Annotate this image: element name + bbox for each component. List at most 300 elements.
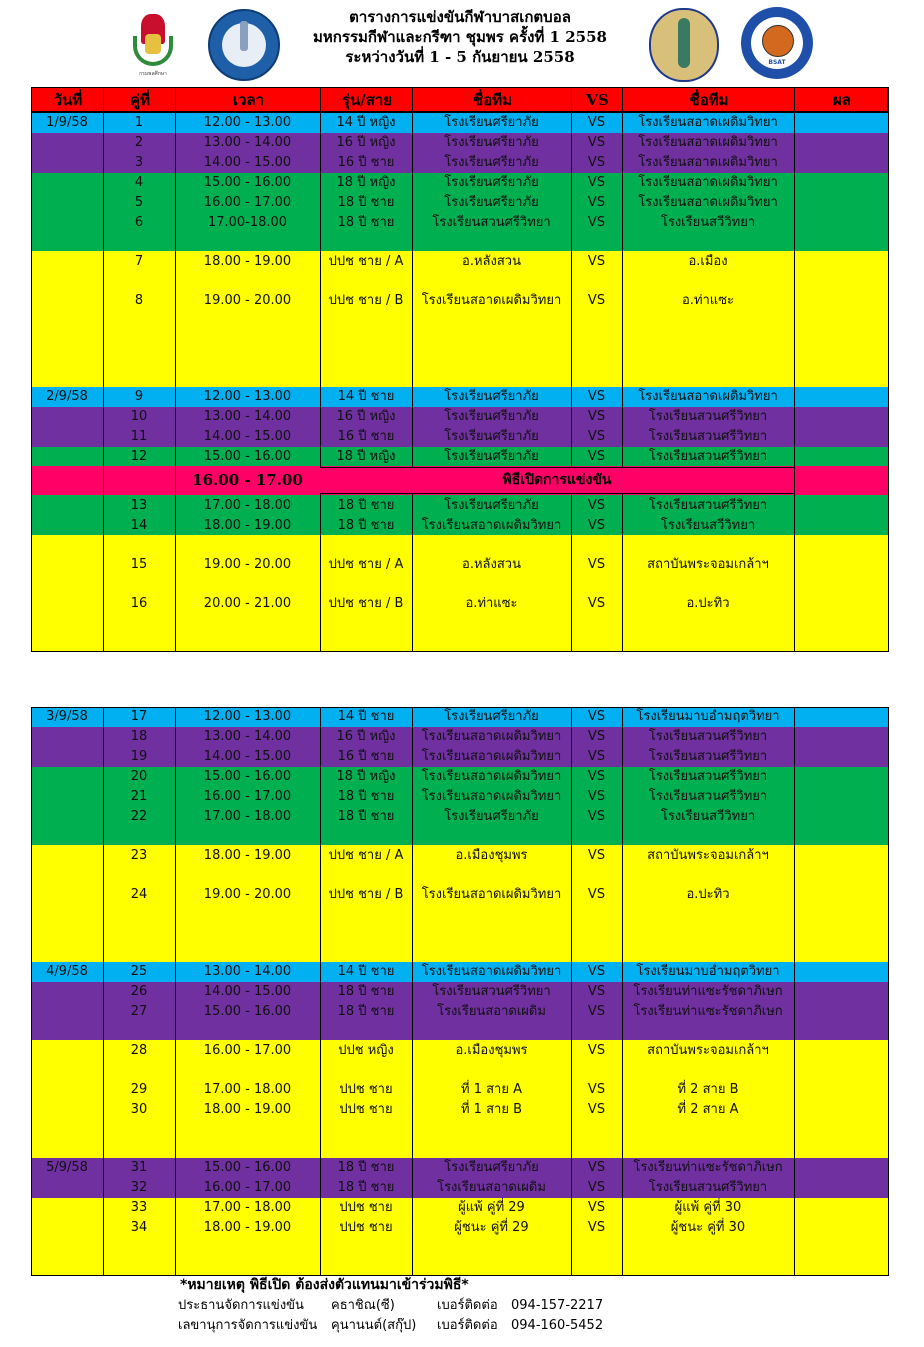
- cell-b: โรงเรียนสวนศรีวิทยา: [648, 1180, 768, 1195]
- cell-no: 32: [130, 1180, 148, 1195]
- cell-result[interactable]: [794, 193, 888, 213]
- match-row: [31, 1178, 888, 1198]
- cell-div: 18 ปี หญิง: [336, 769, 396, 784]
- cell-div: ปปช หญิง: [338, 1043, 394, 1058]
- cell-b: โรงเรียนมาบอำมฤตวิทยา: [636, 709, 780, 724]
- cell-vs: VS: [587, 449, 606, 464]
- cell-div: 18 ปี ชาย: [337, 215, 395, 230]
- cell-b: โรงเรียนสวนศรีวิทยา: [648, 769, 768, 784]
- cell-vs: VS: [587, 769, 606, 784]
- cell-time: 18.00 - 19.00: [203, 1102, 292, 1117]
- cell-a: อ.หลังสวน: [462, 254, 521, 269]
- cell-no: 22: [130, 809, 148, 824]
- cell-a: โรงเรียนสอาดเผดิมวิทยา: [421, 887, 562, 902]
- cell-result[interactable]: [794, 767, 888, 787]
- cell-no: 29: [130, 1082, 148, 1097]
- col-header-result: ผล: [833, 91, 851, 109]
- cell-result[interactable]: [794, 1218, 888, 1238]
- cell-a: โรงเรียนสอาดเผดิมวิทยา: [421, 518, 562, 533]
- cell-result[interactable]: [794, 707, 888, 727]
- cell-b: โรงเรียนสวีวิทยา: [660, 809, 756, 824]
- match-row: [31, 594, 888, 614]
- cell-no: 14: [130, 518, 148, 533]
- cell-b: โรงเรียนสวนศรีวิทยา: [648, 729, 768, 744]
- cell-no: 6: [134, 215, 144, 230]
- cell-result[interactable]: [794, 962, 888, 982]
- cell-date: 3/9/58: [46, 709, 88, 724]
- cell-no: 18: [130, 729, 148, 744]
- cell-a: ผู้ชนะ คู่ที่ 29: [454, 1220, 529, 1235]
- cell-vs: VS: [587, 1200, 606, 1215]
- cell-a: ผู้แพ้ คู่ที่ 29: [458, 1200, 525, 1215]
- cell-no: 15: [130, 557, 148, 572]
- cell-result[interactable]: [794, 387, 888, 407]
- cell-result[interactable]: [794, 1100, 888, 1120]
- cell-b: โรงเรียนสวนศรีวิทยา: [648, 429, 768, 444]
- cell-time: 13.00 - 14.00: [203, 135, 292, 150]
- cell-result[interactable]: [794, 807, 888, 827]
- cell-result[interactable]: [794, 291, 888, 311]
- cell-time: 18.00 - 19.00: [203, 518, 292, 533]
- cell-a: โรงเรียนศรียาภัย: [444, 195, 539, 210]
- cell-time: 17.00 - 18.00: [203, 809, 292, 824]
- cell-a: โรงเรียนศรียาภัย: [444, 709, 539, 724]
- match-row: [31, 962, 888, 982]
- cell-b: ที่ 2 สาย B: [677, 1082, 739, 1097]
- cell-result[interactable]: [794, 1080, 888, 1100]
- cell-no: 7: [134, 254, 144, 269]
- cell-a: โรงเรียนศรียาภัย: [444, 155, 539, 170]
- cell-div: ปปช ชาย: [339, 1200, 393, 1215]
- cell-b: โรงเรียนสวนศรีวิทยา: [648, 498, 768, 513]
- cell-vs: VS: [587, 789, 606, 804]
- match-row: [31, 133, 888, 153]
- cell-div: 16 ปี หญิง: [336, 409, 396, 424]
- col-header-team-b: ชื่อทีม: [689, 91, 729, 109]
- cell-no: 3: [134, 155, 144, 170]
- cell-no: 12: [130, 449, 148, 464]
- cell-result[interactable]: [794, 1002, 888, 1022]
- cell-vs: VS: [587, 409, 606, 424]
- cell-time: 12.00 - 13.00: [203, 115, 292, 130]
- cell-result[interactable]: [794, 982, 888, 1002]
- cell-time: 12.00 - 13.00: [203, 709, 292, 724]
- match-row: [31, 846, 888, 866]
- cell-time: 16.00 - 17.00: [203, 195, 292, 210]
- cell-result[interactable]: [794, 787, 888, 807]
- cell-time: 15.00 - 16.00: [203, 1160, 292, 1175]
- match-row: [31, 173, 888, 193]
- cell-result[interactable]: [794, 213, 888, 233]
- cell-b: โรงเรียนสอาดเผดิมวิทยา: [638, 195, 778, 210]
- cell-a: โรงเรียนสอาดเผดิม: [437, 1004, 546, 1019]
- cell-b: อ.ปะทิว: [686, 596, 730, 611]
- cell-div: 18 ปี หญิง: [336, 175, 396, 190]
- cell-no: 16: [130, 596, 148, 611]
- title-line-1: ตารางการแข่งขันกีฬาบาสเกตบอล: [349, 8, 571, 26]
- cell-div: ปปช ชาย: [339, 1082, 393, 1097]
- cell-result[interactable]: [794, 173, 888, 193]
- cell-result[interactable]: [794, 727, 888, 747]
- match-row: [31, 291, 888, 311]
- cell-b: โรงเรียนสอาดเผดิมวิทยา: [638, 135, 778, 150]
- cell-div: 18 ปี ชาย: [337, 1180, 395, 1195]
- cell-a: โรงเรียนศรียาภัย: [444, 135, 539, 150]
- cell-a: อ.เมืองชุมพร: [455, 1043, 528, 1058]
- cell-no: 21: [130, 789, 148, 804]
- cell-vs: VS: [587, 254, 606, 269]
- cell-result[interactable]: [794, 1158, 888, 1178]
- cell-result[interactable]: [794, 252, 888, 272]
- row-band: [31, 535, 888, 651]
- match-row: [31, 213, 888, 233]
- cell-date: 5/9/58: [46, 1160, 88, 1175]
- cell-div: 18 ปี ชาย: [337, 984, 395, 999]
- cell-time: 18.00 - 19.00: [203, 848, 292, 863]
- contact-name: คุนานนต์(สกุ๊ป): [331, 1318, 417, 1333]
- cell-a: โรงเรียนสอาดเผดิมวิทยา: [421, 964, 562, 979]
- cell-a: อ.หลังสวน: [462, 557, 521, 572]
- cell-result[interactable]: [794, 133, 888, 153]
- cell-b: โรงเรียนมาบอำมฤตวิทยา: [636, 964, 780, 979]
- match-row: [31, 516, 888, 536]
- cell-div: 14 ปี หญิง: [336, 115, 396, 130]
- cell-a: โรงเรียนสอาดเผดิมวิทยา: [421, 293, 562, 308]
- cell-no: 1: [134, 115, 144, 130]
- cell-no: 28: [130, 1043, 148, 1058]
- cell-result[interactable]: [794, 153, 888, 173]
- cell-no: 4: [134, 175, 144, 190]
- contact-role: เลขานุการจัดการแข่งขัน: [178, 1318, 318, 1333]
- cell-result[interactable]: [794, 1178, 888, 1198]
- cell-b: ผู้แพ้ คู่ที่ 30: [674, 1200, 742, 1215]
- cell-vs: VS: [587, 518, 606, 533]
- cell-div: ปปช ชาย / B: [328, 596, 404, 611]
- cell-time: 17.00 - 18.00: [203, 498, 292, 513]
- cell-b: โรงเรียนท่าแซะรัชดาภิเษก: [633, 1160, 783, 1175]
- match-row: [31, 427, 888, 447]
- col-header-vs: VS: [586, 91, 609, 109]
- cell-result[interactable]: [794, 113, 888, 133]
- match-row: [31, 1100, 888, 1120]
- cell-time: 19.00 - 20.00: [203, 887, 292, 902]
- cell-div: ปปช ชาย: [339, 1220, 393, 1235]
- contact-role: ประธานจัดการแข่งขัน: [178, 1298, 304, 1313]
- cell-b: โรงเรียนสอาดเผดิมวิทยา: [638, 175, 778, 190]
- cell-vs: VS: [587, 175, 606, 190]
- cell-a: โรงเรียนศรียาภัย: [444, 409, 539, 424]
- match-row: [31, 555, 888, 575]
- cell-div: 18 ปี ชาย: [337, 1160, 395, 1175]
- cell-vs: VS: [587, 155, 606, 170]
- cell-time: 13.00 - 14.00: [203, 729, 292, 744]
- cell-result[interactable]: [794, 496, 888, 516]
- cell-no: 19: [130, 749, 148, 764]
- cell-div: 18 ปี ชาย: [337, 1004, 395, 1019]
- col-header-date: วันที่: [53, 91, 83, 109]
- bsat-text: BSAT: [768, 59, 786, 66]
- contact-name: คธาชิณ(ซี): [331, 1298, 395, 1313]
- match-row: [31, 787, 888, 807]
- cell-result[interactable]: [794, 846, 888, 866]
- cell-b: ที่ 2 สาย A: [677, 1102, 739, 1117]
- column-divider: [888, 707, 889, 1275]
- cell-vs: VS: [587, 848, 606, 863]
- cell-no: 27: [130, 1004, 148, 1019]
- cell-div: ปปช ชาย: [339, 1102, 393, 1117]
- match-row: [31, 707, 888, 727]
- cell-vs: VS: [587, 293, 606, 308]
- cell-no: 5: [134, 195, 144, 210]
- cell-b: สถาบันพระจอมเกล้าฯ: [647, 557, 769, 572]
- cell-div: 14 ปี ชาย: [337, 964, 395, 979]
- cell-vs: VS: [587, 115, 606, 130]
- cell-result[interactable]: [794, 747, 888, 767]
- cell-b: โรงเรียนสอาดเผดิมวิทยา: [638, 155, 778, 170]
- cell-time: 16.00 - 17.00: [203, 1180, 292, 1195]
- cell-date: 2/9/58: [46, 389, 88, 404]
- cell-div: 16 ปี ชาย: [337, 749, 395, 764]
- col-header-match-no: คู่ที่: [130, 91, 150, 109]
- cell-a: โรงเรียนสอาดเผดิมวิทยา: [421, 749, 562, 764]
- cell-no: 13: [130, 498, 148, 513]
- cell-div: ปปช ชาย / A: [328, 254, 404, 269]
- cell-time: 14.00 - 15.00: [203, 749, 292, 764]
- cell-time: 16.00 - 17.00: [203, 1043, 292, 1058]
- cell-a: โรงเรียนสอาดเผดิมวิทยา: [421, 769, 562, 784]
- cell-no: 33: [130, 1200, 148, 1215]
- cell-a: อ.ท่าแซะ: [465, 596, 518, 611]
- cell-a: โรงเรียนศรียาภัย: [444, 175, 539, 190]
- match-row: [31, 193, 888, 213]
- cell-a: อ.เมืองชุมพร: [455, 848, 528, 863]
- cell-b: อ.ปะทิว: [686, 887, 730, 902]
- column-divider: [888, 87, 889, 651]
- cell-div: 16 ปี ชาย: [337, 155, 395, 170]
- cell-time: 15.00 - 16.00: [203, 769, 292, 784]
- match-row: [31, 1218, 888, 1238]
- cell-no: 31: [130, 1160, 148, 1175]
- cell-vs: VS: [587, 1043, 606, 1058]
- cell-vs: VS: [587, 135, 606, 150]
- cell-time: 14.00 - 15.00: [203, 984, 292, 999]
- cell-vs: VS: [587, 195, 606, 210]
- cell-a: โรงเรียนสวนศรีวิทยา: [432, 215, 551, 230]
- col-header-division: รุ่น/สาย: [341, 91, 393, 109]
- cell-vs: VS: [587, 498, 606, 513]
- cell-div: ปปช ชาย / A: [328, 848, 404, 863]
- cell-b: ผู้ชนะ คู่ที่ 30: [670, 1220, 746, 1235]
- cell-time: 16.00 - 17.00: [203, 789, 292, 804]
- cell-b: โรงเรียนท่าแซะรัชดาภิเษก: [633, 984, 783, 999]
- cell-div: 18 ปี ชาย: [337, 195, 395, 210]
- cell-vs: VS: [587, 1102, 606, 1117]
- cell-no: 9: [134, 389, 144, 404]
- match-row: [31, 113, 888, 133]
- match-row: [31, 387, 888, 407]
- cell-time: 17.00-18.00: [207, 215, 288, 230]
- cell-no: 10: [130, 409, 148, 424]
- cell-time: 14.00 - 15.00: [203, 155, 292, 170]
- cell-vs: VS: [587, 809, 606, 824]
- cell-div: ปปช ชาย / B: [328, 293, 404, 308]
- cell-result[interactable]: [794, 1041, 888, 1061]
- cell-no: 20: [130, 769, 148, 784]
- match-row: [31, 807, 888, 827]
- cell-vs: VS: [587, 1180, 606, 1195]
- cell-no: 11: [130, 429, 148, 444]
- cell-no: 17: [130, 709, 148, 724]
- cell-vs: VS: [587, 749, 606, 764]
- match-row: [31, 447, 888, 467]
- cell-a: โรงเรียนสวนศรีวิทยา: [432, 984, 551, 999]
- contact-label: เบอร์ติดต่อ: [437, 1318, 498, 1333]
- cell-time: 17.00 - 18.00: [203, 1082, 292, 1097]
- contact-label: เบอร์ติดต่อ: [437, 1298, 498, 1313]
- match-row: [31, 982, 888, 1002]
- cell-result[interactable]: [794, 885, 888, 905]
- cell-b: อ.เมือง: [688, 254, 728, 269]
- cell-time: 15.00 - 16.00: [203, 449, 292, 464]
- cell-b: โรงเรียนสวนศรีวิทยา: [648, 409, 768, 424]
- table-header: [31, 87, 888, 112]
- cell-no: 23: [130, 848, 148, 863]
- province-seal-logo: [208, 9, 280, 81]
- cell-time: 18.00 - 19.00: [203, 1220, 292, 1235]
- match-row: [31, 1198, 888, 1218]
- cell-b: โรงเรียนสวนศรีวิทยา: [648, 789, 768, 804]
- cell-time: 13.00 - 14.00: [203, 409, 292, 424]
- match-row: [31, 885, 888, 905]
- cell-time: 15.00 - 16.00: [203, 1004, 292, 1019]
- cell-vs: VS: [587, 389, 606, 404]
- cell-a: โรงเรียนศรียาภัย: [444, 429, 539, 444]
- bsat-logo: [741, 7, 813, 79]
- cell-div: ปปช ชาย / B: [328, 887, 404, 902]
- cell-div: 16 ปี หญิง: [336, 135, 396, 150]
- cell-b: โรงเรียนสอาดเผดิมวิทยา: [638, 115, 778, 130]
- cell-result[interactable]: [794, 555, 888, 575]
- cell-a: ที่ 1 สาย A: [461, 1082, 522, 1097]
- col-header-time: เวลา: [232, 91, 265, 109]
- match-row: [31, 1041, 888, 1061]
- cell-no: 26: [130, 984, 148, 999]
- match-row: [31, 747, 888, 767]
- cell-a: โรงเรียนสอาดเผดิมวิทยา: [421, 789, 562, 804]
- cell-vs: VS: [587, 1220, 606, 1235]
- cell-no: 34: [130, 1220, 148, 1235]
- match-row: [31, 1158, 888, 1178]
- cell-vs: VS: [587, 429, 606, 444]
- cell-div: 18 ปี ชาย: [337, 518, 395, 533]
- cell-div: 18 ปี ชาย: [337, 809, 395, 824]
- department-logo: [133, 14, 173, 78]
- match-row: [31, 767, 888, 787]
- footer-note: *หมายเหตุ พิธีเปิด ต้องส่งตัวแทนมาเข้าร่วมพิธี*: [180, 1277, 469, 1293]
- logo-caption: กรมพลศึกษา: [139, 71, 167, 77]
- row-divider: [31, 651, 889, 652]
- cell-div: ปปช ชาย / A: [328, 557, 404, 572]
- cell-vs: VS: [587, 984, 606, 999]
- match-row: [31, 1002, 888, 1022]
- cell-time: 19.00 - 20.00: [203, 293, 292, 308]
- cell-result[interactable]: [794, 594, 888, 614]
- cell-vs: VS: [587, 1082, 606, 1097]
- match-row: [31, 407, 888, 427]
- cell-vs: VS: [587, 1160, 606, 1175]
- cell-vs: VS: [587, 964, 606, 979]
- deity-logo: [649, 8, 719, 82]
- cell-date: 4/9/58: [46, 964, 88, 979]
- cell-a: โรงเรียนศรียาภัย: [444, 809, 539, 824]
- cell-b: โรงเรียนสวนศรีวิทยา: [648, 449, 768, 464]
- cell-b: สถาบันพระจอมเกล้าฯ: [647, 848, 769, 863]
- cell-vs: VS: [587, 1004, 606, 1019]
- cell-vs: VS: [587, 596, 606, 611]
- match-row: [31, 496, 888, 516]
- cell-div: 18 ปี หญิง: [336, 449, 396, 464]
- cell-a: โรงเรียนศรียาภัย: [444, 389, 539, 404]
- match-row: [31, 727, 888, 747]
- cell-no: 24: [130, 887, 148, 902]
- cell-vs: VS: [587, 709, 606, 724]
- match-row: [31, 153, 888, 173]
- cell-vs: VS: [587, 887, 606, 902]
- ceremony-label: พิธีเปิดการแข่งขัน: [502, 472, 612, 488]
- cell-div: 14 ปี ชาย: [337, 709, 395, 724]
- cell-div: 16 ปี หญิง: [336, 729, 396, 744]
- col-header-team-a: ชื่อทีม: [473, 91, 512, 109]
- cell-a: โรงเรียนศรียาภัย: [444, 498, 539, 513]
- cell-vs: VS: [587, 557, 606, 572]
- ceremony-time: 16.00 - 17.00: [192, 471, 303, 489]
- cell-time: 12.00 - 13.00: [203, 389, 292, 404]
- cell-result[interactable]: [794, 516, 888, 536]
- cell-vs: VS: [587, 729, 606, 744]
- cell-result[interactable]: [794, 447, 888, 467]
- cell-time: 17.00 - 18.00: [203, 1200, 292, 1215]
- cell-result[interactable]: [794, 407, 888, 427]
- cell-a: โรงเรียนศรียาภัย: [444, 1160, 539, 1175]
- cell-div: 18 ปี ชาย: [337, 789, 395, 804]
- cell-div: 18 ปี ชาย: [337, 498, 395, 513]
- cell-b: อ.ท่าแซะ: [682, 293, 734, 308]
- cell-date: 1/9/58: [46, 115, 88, 130]
- basketball-icon: [762, 25, 794, 57]
- cell-a: ที่ 1 สาย B: [460, 1102, 522, 1117]
- cell-b: โรงเรียนสวีวิทยา: [660, 215, 756, 230]
- contact-phone: 094-157-2217: [511, 1298, 604, 1313]
- cell-result[interactable]: [794, 427, 888, 447]
- cell-a: โรงเรียนสอาดเผดิม: [437, 1180, 546, 1195]
- cell-time: 13.00 - 14.00: [203, 964, 292, 979]
- cell-no: 30: [130, 1102, 148, 1117]
- cell-no: 8: [134, 293, 144, 308]
- cell-b: โรงเรียนสอาดเผดิมวิทยา: [638, 389, 778, 404]
- title-line-2: มหกรรมกีฬาและกรีฑา ชุมพร ครั้งที่ 1 2558: [313, 28, 607, 46]
- title-line-3: ระหว่างวันที่ 1 - 5 กันยายน 2558: [345, 48, 575, 66]
- cell-time: 20.00 - 21.00: [203, 596, 292, 611]
- cell-b: สถาบันพระจอมเกล้าฯ: [647, 1043, 769, 1058]
- cell-a: โรงเรียนศรียาภัย: [444, 115, 539, 130]
- cell-a: โรงเรียนสอาดเผดิมวิทยา: [421, 729, 562, 744]
- cell-time: 14.00 - 15.00: [203, 429, 292, 444]
- match-row: [31, 1080, 888, 1100]
- cell-time: 15.00 - 16.00: [203, 175, 292, 190]
- cell-no: 25: [130, 964, 148, 979]
- cell-result[interactable]: [794, 1198, 888, 1218]
- contact-phone: 094-160-5452: [511, 1318, 604, 1333]
